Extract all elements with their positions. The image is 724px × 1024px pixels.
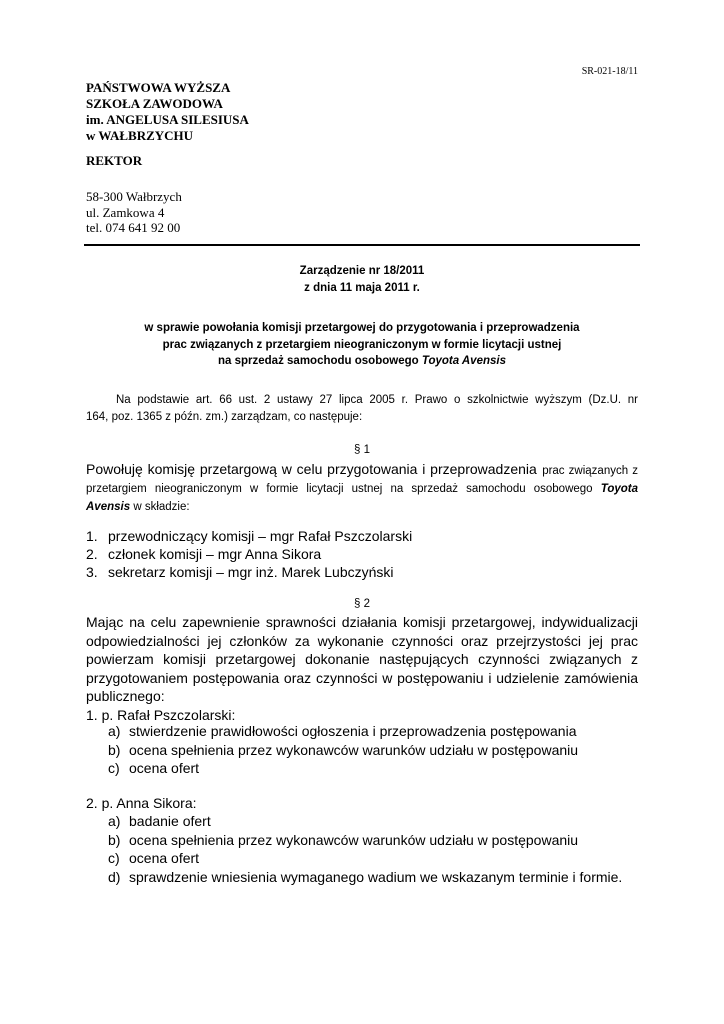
preamble-line: 164, poz. 1365 z późn. zm.) zarządzam, co następuje: <box>86 411 363 423</box>
section-1-heading: § 1 <box>354 444 370 456</box>
list-number: 3. <box>86 564 98 580</box>
task-text: ocena spełnienia przez wykonawców warunków udziału w postępowaniu <box>129 831 579 848</box>
committee-members-list <box>86 527 638 581</box>
task-item <box>86 831 638 850</box>
institution-name-line: im. ANGELUSA SILESIUSA <box>86 112 249 127</box>
section-2-line: publicznego: <box>86 688 165 704</box>
task-item <box>86 722 638 741</box>
car-model: Toyota <box>600 483 638 495</box>
section-2-heading: § 2 <box>354 598 370 610</box>
task-letter: d) <box>108 868 121 885</box>
document-reference: SR-021-18/11 <box>581 66 638 77</box>
task-item <box>86 741 638 760</box>
section-1-body <box>86 460 638 516</box>
task-text: ocena ofert <box>129 850 200 866</box>
order-subject <box>86 320 638 370</box>
header-divider <box>84 244 640 246</box>
committee-member <box>86 527 638 545</box>
person-1-tasks <box>86 722 638 778</box>
member-text: przewodniczący komisji – mgr Rafał Pszczolarski <box>108 528 413 544</box>
section-1-line <box>86 498 638 516</box>
subject-text: na sprzedaż samochodu osobowego <box>218 355 422 367</box>
subject-line: w sprawie powołania komisji przetargowej do przygotowania i przeprowadzenia <box>144 322 580 334</box>
task-text: badanie ofert <box>129 813 211 829</box>
task-letter: a) <box>108 813 121 829</box>
section-1-text: Powołuję komisję przetargową w celu przygotowania i przeprowadzenia <box>86 461 537 477</box>
section-1-text: prac związanych z <box>542 465 638 477</box>
task-letter: b) <box>108 741 121 758</box>
member-text: sekretarz komisji – mgr inż. Marek Lubczyński <box>108 564 394 580</box>
order-title: Zarządzenie nr 18/2011 <box>299 265 425 277</box>
order-title-block <box>86 263 638 297</box>
person-2-tasks <box>86 812 638 886</box>
task-item <box>86 812 638 831</box>
task-letter: c) <box>108 850 120 866</box>
order-date: z dnia 11 maja 2011 r. <box>304 282 420 294</box>
section-2-line: Mając na celu zapewnienie sprawności działania komisji przetargowej, indywidualizacji <box>86 614 638 630</box>
task-text: sprawdzenie wniesienia wymaganego wadium we wskazanym terminie i formie. <box>129 868 623 885</box>
task-letter: a) <box>108 723 121 739</box>
task-text: stwierdzenie prawidłowości ogłoszenia i przeprowadzenia postępowania <box>129 723 577 739</box>
task-item <box>86 868 638 887</box>
role-title: REKTOR <box>86 153 143 168</box>
car-model: Avensis <box>86 501 131 513</box>
institution-name-line: w WAŁBRZYCHU <box>86 128 194 143</box>
subject-line: prac związanych z przetargiem nieograniczonym w formie licytacji ustnej <box>162 338 562 351</box>
member-text: członek komisji – mgr Anna Sikora <box>108 546 322 562</box>
institution-name-line: PAŃSTWOWA WYŻSZA <box>86 80 231 95</box>
section-2-line: odpowiedzialności jej członków za wykonanie czynności oraz przejrzystości jej prac <box>86 632 638 649</box>
section-2-line: powierzam komisji przetargowej dokonanie następujących czynności związanych z <box>86 651 638 667</box>
section-2-line: przygotowaniem postępowania oraz czynności w postępowaniu i udzielenie zamówienia <box>86 669 638 686</box>
subject-line <box>86 353 638 370</box>
car-model: Toyota Avensis <box>421 355 506 367</box>
section-1-line <box>86 480 638 498</box>
task-text: ocena spełnienia przez wykonawców warunków udziału w postępowaniu <box>129 741 579 758</box>
preamble <box>86 392 638 426</box>
person-1-label: 1. p. Rafał Pszczolarski: <box>86 706 236 723</box>
task-item <box>86 849 638 868</box>
committee-member <box>86 563 638 581</box>
address-line: ul. Zamkowa 4 <box>86 204 165 220</box>
address-line: tel. 074 641 92 00 <box>86 220 181 235</box>
section-2-body <box>86 613 638 724</box>
section-1-line <box>86 460 638 480</box>
task-text: ocena ofert <box>129 760 200 776</box>
section-1-text: przetargiem nieograniczonym w formie licytacji ustnej na sprzedaż samochodu osobowego <box>86 483 593 495</box>
task-letter: b) <box>108 831 121 848</box>
section-1-text: w składzie: <box>133 501 190 513</box>
institution-address <box>86 189 182 236</box>
task-item <box>86 759 638 778</box>
task-letter: c) <box>108 760 120 776</box>
list-number: 2. <box>86 546 98 562</box>
list-number: 1. <box>86 528 98 544</box>
institution-name-line: SZKOŁA ZAWODOWA <box>86 96 223 111</box>
preamble-line: Na podstawie art. 66 ust. 2 ustawy 27 lipca 2005 r. Prawo o szkolnictwie wyższym (Dz.U. nr <box>116 394 638 406</box>
committee-member <box>86 545 638 563</box>
person-2-label: 2. p. Anna Sikora: <box>86 795 197 811</box>
institution-name <box>86 80 249 144</box>
address-line: 58-300 Wałbrzych <box>86 189 182 204</box>
